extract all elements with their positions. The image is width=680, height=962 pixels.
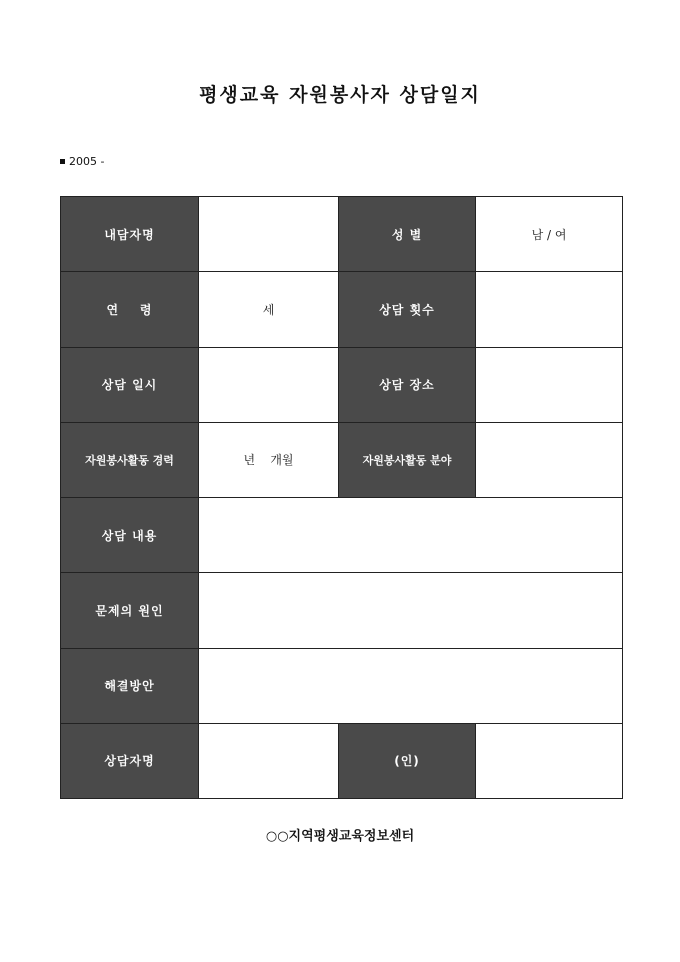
- cause-label: 문제의 원인: [61, 573, 199, 648]
- age-field[interactable]: 세: [199, 272, 339, 347]
- counselee-name-label: 내담자명: [61, 197, 199, 272]
- seal-label: (인): [339, 723, 476, 798]
- table-row: [61, 573, 623, 648]
- content-label: 상담 내용: [61, 498, 199, 573]
- square-bullet-icon: [60, 159, 65, 164]
- counselee-name-field[interactable]: [199, 197, 339, 272]
- session-count-label: 상담 횟수: [339, 272, 476, 347]
- solution-field[interactable]: [199, 648, 623, 723]
- place-label: 상담 장소: [339, 347, 476, 422]
- table-row: [61, 723, 623, 798]
- career-field[interactable]: 년 개월: [199, 422, 339, 497]
- table-row: [61, 197, 623, 272]
- date-line: [60, 155, 104, 168]
- organization-footer: ○○지역평생교육정보센터: [265, 829, 415, 844]
- solution-label: 해결방안: [61, 648, 199, 723]
- cause-field[interactable]: [199, 573, 623, 648]
- gender-field[interactable]: 남 / 여: [476, 197, 623, 272]
- counselor-name-field[interactable]: [199, 723, 339, 798]
- field-label: 자원봉사활동 분야: [339, 422, 476, 497]
- seal-field[interactable]: [476, 723, 623, 798]
- table-row: [61, 422, 623, 497]
- content-field[interactable]: [199, 498, 623, 573]
- session-count-field[interactable]: [476, 272, 623, 347]
- document-title: 평생교육 자원봉사자 상담일지: [199, 84, 481, 106]
- gender-label: 성 별: [339, 197, 476, 272]
- counselor-label: 상담자명: [61, 723, 199, 798]
- place-field[interactable]: [476, 347, 623, 422]
- counseling-form-table: [60, 196, 623, 799]
- table-row: [61, 272, 623, 347]
- table-row: [61, 648, 623, 723]
- career-label: 자원봉사활동 경력: [61, 422, 199, 497]
- age-label: 연 령: [61, 272, 199, 347]
- date-prefix: 2005 -: [69, 155, 105, 168]
- datetime-label: 상담 일시: [61, 347, 199, 422]
- datetime-field[interactable]: [199, 347, 339, 422]
- field-field[interactable]: [476, 422, 623, 497]
- table-row: [61, 347, 623, 422]
- table-row: [61, 498, 623, 573]
